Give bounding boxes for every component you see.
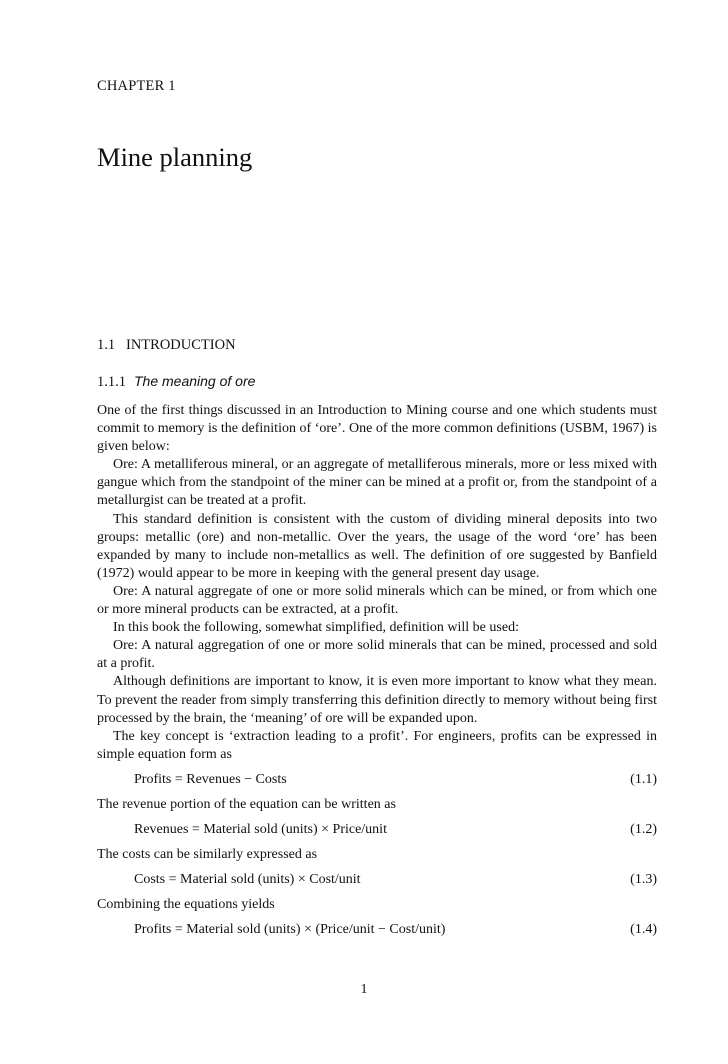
equation-expression: Profits = Revenues − Costs xyxy=(134,771,287,787)
paragraph: Ore: A natural aggregate of one or more solid minerals which can be mined, or from which one or more mineral products can be extracted, at a profit. xyxy=(97,583,657,618)
paragraph: This standard definition is consistent with the custom of dividing mineral deposits into two groups: metallic (ore) and non-metallic. Over the years, the usage of the word ‘ore’ has been expanded by many to include non-metallics as well. The definition of ore suggested by Banfield (1972) would appear to be more in keeping with the general present day usage. xyxy=(97,511,657,581)
paragraph: One of the first things discussed in an Introduction to Mining course and one which students must commit to memory is the definition of ‘ore’. One of the more common definitions (USBM, 1967) is given below: xyxy=(97,403,657,455)
subsection-number: 1.1.1 xyxy=(97,374,126,390)
paragraph: In this book the following, somewhat simplified, definition will be used: xyxy=(113,620,519,636)
equation-expression: Profits = Material sold (units) × (Price/unit − Cost/unit) xyxy=(134,922,446,938)
equation-number: (1.3) xyxy=(630,872,657,888)
subsection-heading xyxy=(97,373,255,391)
equation-number: (1.1) xyxy=(630,771,657,787)
body-text xyxy=(97,402,657,947)
chapter-title: Mine planning xyxy=(97,142,253,172)
equation-1-4 xyxy=(97,921,657,939)
equation-expression: Costs = Material sold (units) × Cost/unit xyxy=(134,872,361,888)
equation-lead-text: The costs can be similarly expressed as xyxy=(97,847,318,863)
page-number: 1 xyxy=(360,982,368,997)
section-heading xyxy=(97,337,236,354)
section-number: 1.1 xyxy=(97,337,116,353)
paragraph: Ore: A natural aggregation of one or more solid minerals that can be mined, processed and sold at a profit. xyxy=(97,638,657,672)
equation-1-1 xyxy=(97,771,657,789)
subsection-title: The meaning of ore xyxy=(134,373,256,389)
equation-1-2 xyxy=(97,821,657,839)
paragraph: The key concept is ‘extraction leading to a profit’. For engineers, profits can be expressed in simple equation form as xyxy=(97,728,657,762)
section-title: INTRODUCTION xyxy=(126,337,236,353)
equation-1-3 xyxy=(97,871,657,889)
equation-number: (1.4) xyxy=(630,922,657,938)
paragraph: Although definitions are important to know, it is even more important to know what they mean. To prevent the reader from simply transferring this definition directly to memory without being first processed by the brain, the ‘meaning’ of ore will be expanded upon. xyxy=(97,674,657,726)
paragraph: Ore: A metalliferous mineral, or an aggregate of metalliferous minerals, more or less mixed with gangue which from the standpoint of the miner can be mined at a profit or, from the standpoint of a metallurgist can be treated at a profit. xyxy=(97,457,657,509)
equation-lead-text: The revenue portion of the equation can be written as xyxy=(97,796,396,812)
equation-expression: Revenues = Material sold (units) × Price/unit xyxy=(134,822,387,838)
equation-number: (1.2) xyxy=(630,822,657,838)
equation-lead-text: Combining the equations yields xyxy=(97,897,275,913)
chapter-label: CHAPTER 1 xyxy=(97,78,176,94)
